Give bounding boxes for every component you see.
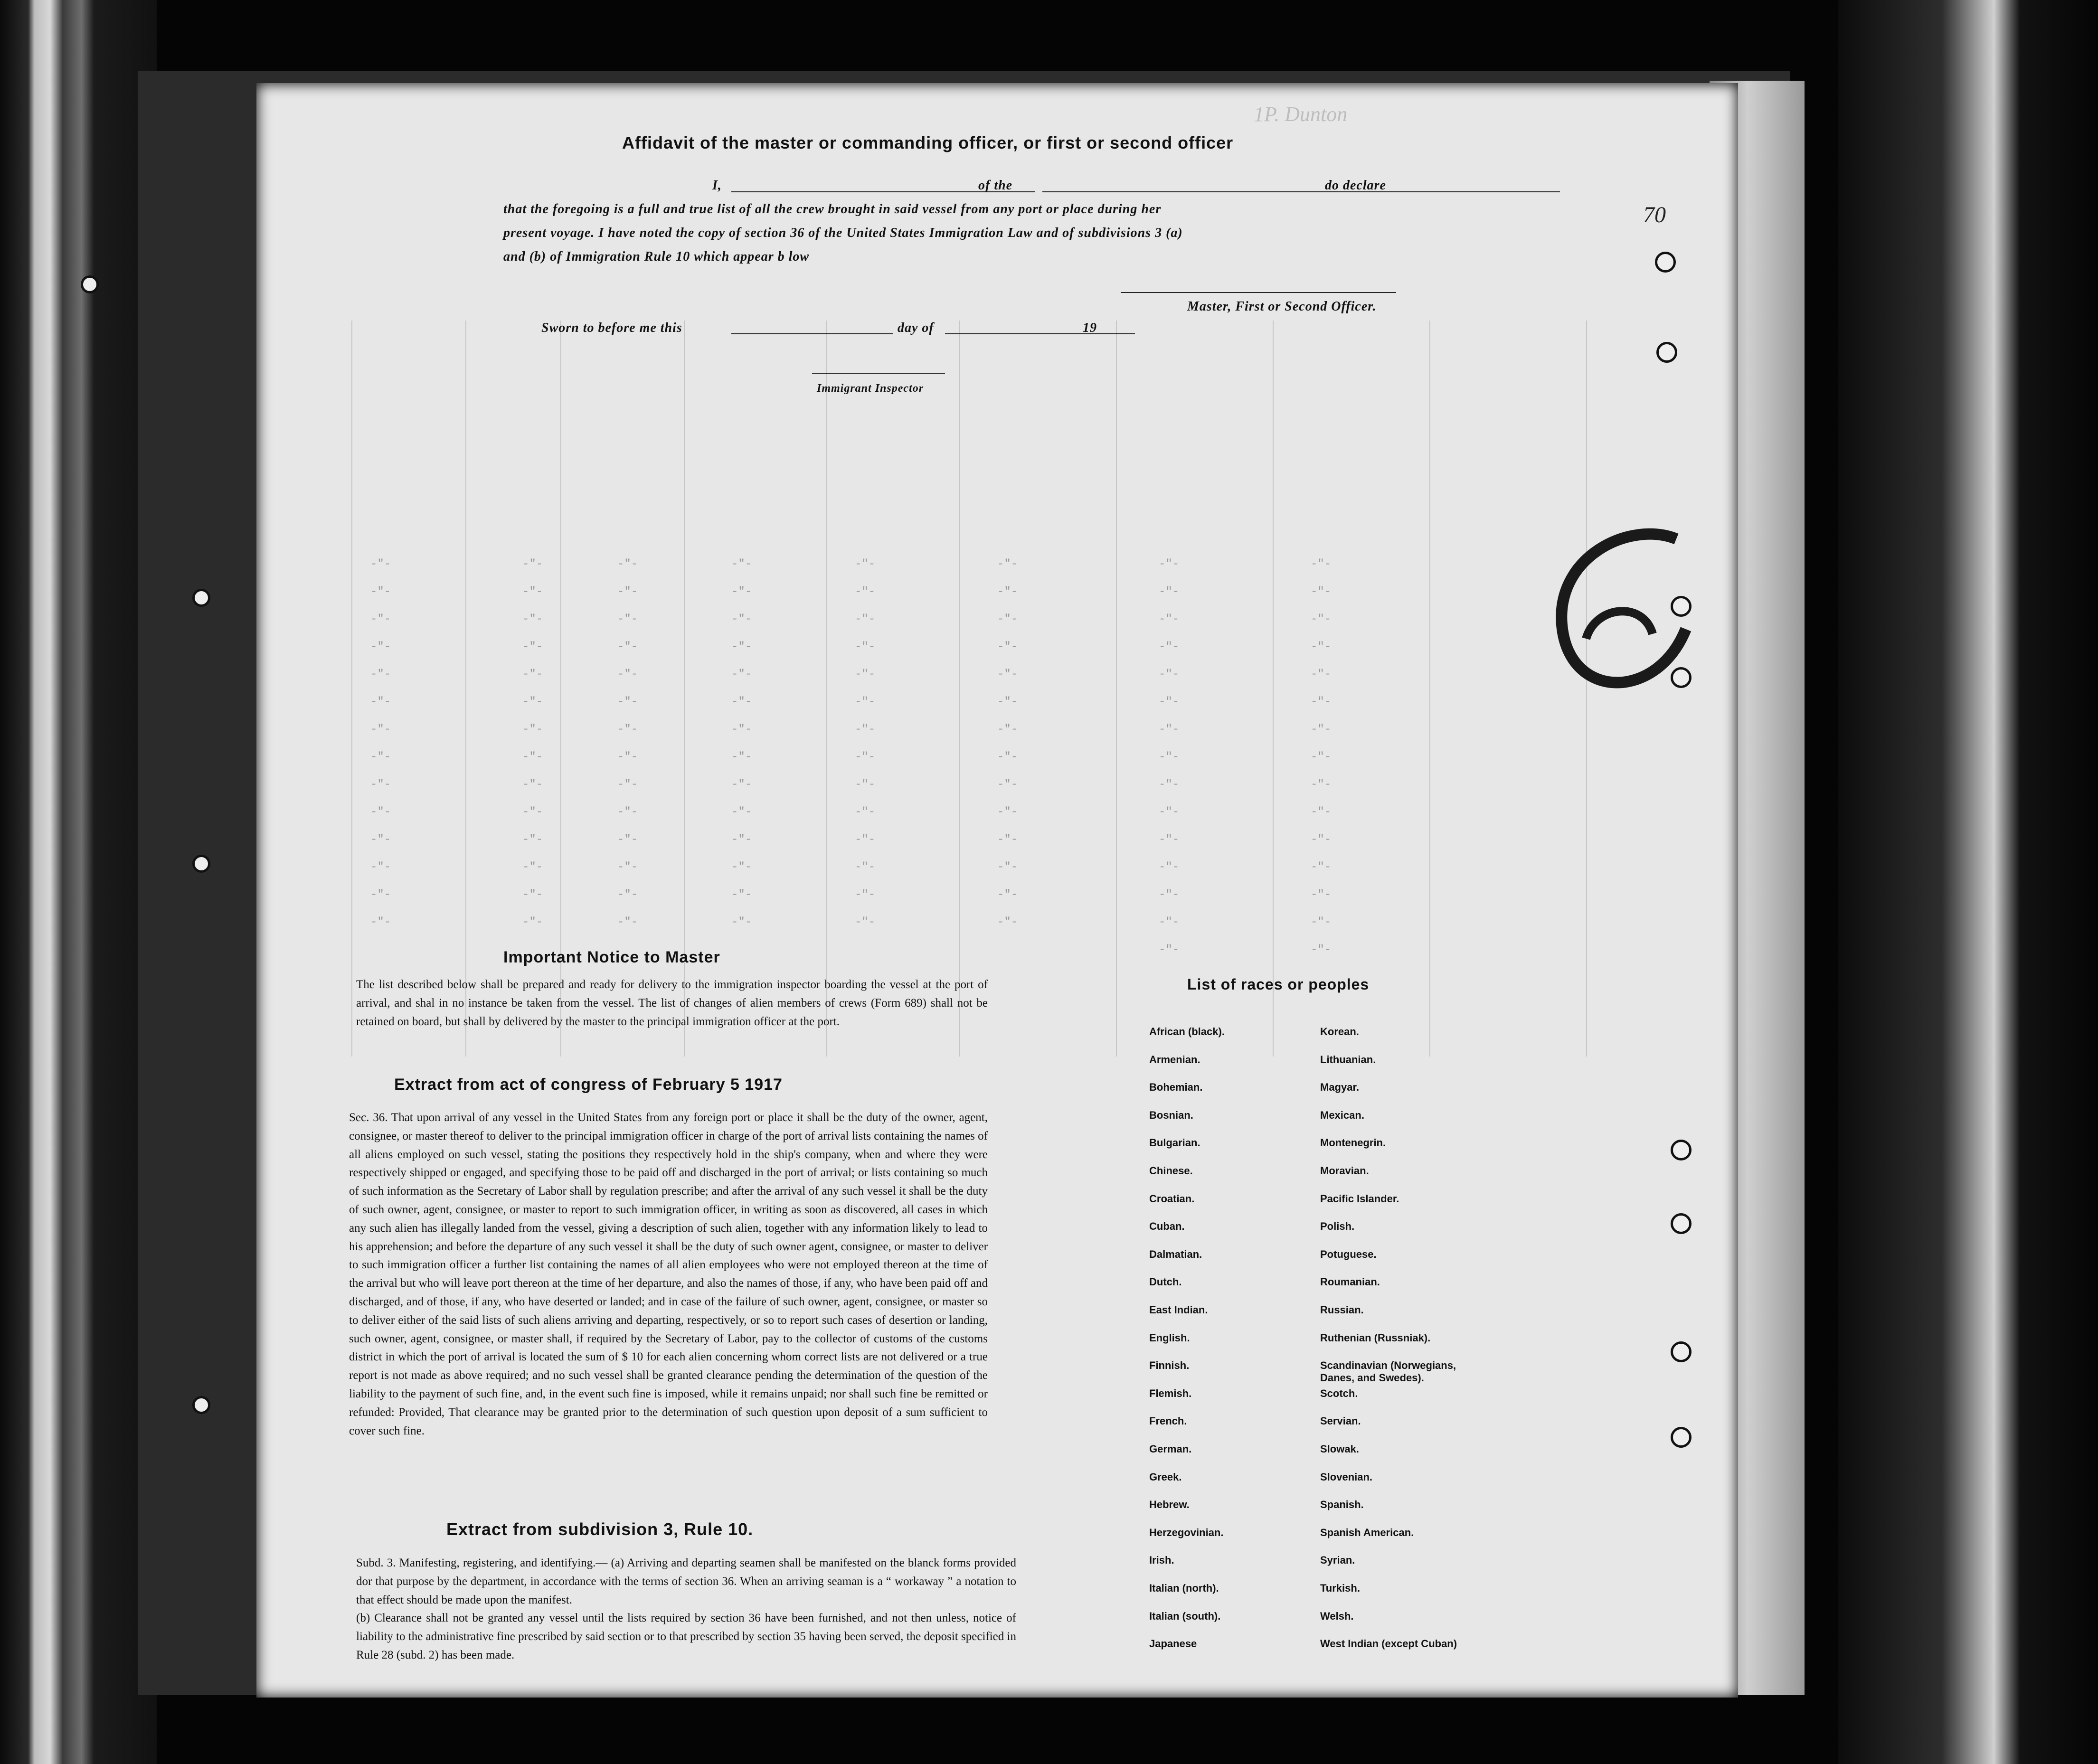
ghost-mark: -"- [1159, 943, 1180, 956]
ghost-mark: -"- [617, 558, 638, 571]
race-item-left: Chinese. [1149, 1165, 1193, 1177]
ghost-mark: -"- [522, 723, 543, 736]
race-item-left: East Indian. [1149, 1304, 1208, 1316]
race-item-left: French. [1149, 1415, 1187, 1427]
notice-text: The list described below shall be prepared and ready for delivery to the immigration inspector boarding the vessel at the port of arrival, and shal in no instance be taken from the vessel. The list of changes of alien members of crews (Form 689) shall not be retained on board, but shall by delivered by the master to the principal immigration officer at the port. [356, 978, 988, 1028]
ghost-mark: -"- [522, 888, 543, 901]
ghost-mark: -"- [370, 613, 391, 626]
ghost-mark: -"- [522, 668, 543, 681]
ghost-mark: -"- [997, 806, 1018, 819]
ghost-mark: -"- [855, 696, 876, 708]
punch-hole [1671, 667, 1692, 688]
ghost-mark: -"- [1311, 778, 1332, 791]
binder-edge-left [0, 0, 157, 1764]
extract-1917-title: Extract from act of congress of February 5 1917 [394, 1075, 783, 1094]
ghost-mark: -"- [1159, 558, 1180, 571]
race-item-right: Moravian. [1320, 1165, 1369, 1177]
rule-10-text-b: (b) Clearance shall not be granted any vessel until the lists required by section 36 have been furnished, and not then unless, notice of liability to the administrative fine prescribed by said section or to that prescribed by section 35 having been served, the deposit specified in Rule 28 (subd. 2) has been made. [356, 1612, 1016, 1661]
ghost-mark: -"- [1311, 943, 1332, 956]
ghost-mark: -"- [997, 668, 1018, 681]
ghost-mark: -"- [997, 696, 1018, 708]
ghost-mark: -"- [855, 778, 876, 791]
column-line [959, 321, 960, 1057]
ghost-mark: -"- [855, 888, 876, 901]
ghost-mark: -"- [617, 751, 638, 764]
handwritten-header-note: 1P. Dunton [1254, 103, 1348, 126]
race-item-right: Turkish. [1320, 1582, 1360, 1594]
ghost-mark: -"- [1311, 696, 1332, 708]
ghost-mark: -"- [522, 696, 543, 708]
punch-hole [1671, 1213, 1692, 1234]
punch-hole [1656, 342, 1677, 363]
notice-title: Important Notice to Master [503, 948, 720, 966]
race-item-right: West Indian (except Cuban) [1320, 1638, 1457, 1650]
ghost-mark: -"- [997, 888, 1018, 901]
handwritten-letter-mark [1534, 520, 1705, 719]
race-item-right: Polish. [1320, 1220, 1355, 1233]
binder-hole [192, 855, 210, 873]
ghost-mark: -"- [370, 806, 391, 819]
race-item-left: Italian (north). [1149, 1582, 1219, 1594]
ghost-mark: -"- [370, 751, 391, 764]
ghost-mark: -"- [855, 751, 876, 764]
punch-hole [1671, 596, 1692, 617]
race-item-right: Ruthenian (Russniak). [1320, 1331, 1431, 1344]
ghost-mark: -"- [1311, 861, 1332, 874]
document-page [256, 83, 1738, 1698]
ghost-mark: -"- [617, 916, 638, 929]
race-item-right: Slovenian. [1320, 1471, 1373, 1483]
column-line [826, 321, 827, 1057]
race-item-right: Montenegrin. [1320, 1137, 1386, 1149]
ghost-mark: -"- [731, 806, 752, 819]
ghost-mark: -"- [617, 888, 638, 901]
ghost-mark: -"- [855, 585, 876, 598]
master-label: Master, First or Second Officer. [1187, 299, 1377, 314]
ghost-mark: -"- [522, 778, 543, 791]
ghost-mark: -"- [1159, 861, 1180, 874]
sworn-day-blank [731, 333, 893, 334]
ghost-mark: -"- [855, 806, 876, 819]
ghost-mark: -"- [997, 861, 1018, 874]
ghost-mark: -"- [617, 723, 638, 736]
ghost-mark: -"- [522, 613, 543, 626]
race-item-left: Bohemian. [1149, 1081, 1203, 1094]
ghost-mark: -"- [731, 558, 752, 571]
race-item-right: Slowak. [1320, 1443, 1359, 1455]
race-item-right: Roumanian. [1320, 1276, 1380, 1288]
inspector-label: Immigrant Inspector [817, 382, 924, 395]
ghost-mark: -"- [855, 613, 876, 626]
punch-hole [1655, 252, 1676, 273]
ghost-mark: -"- [370, 778, 391, 791]
column-line [1429, 321, 1430, 1057]
race-item-left: Finnish. [1149, 1359, 1190, 1372]
ghost-mark: -"- [1311, 641, 1332, 653]
race-item-right: Potuguese. [1320, 1248, 1377, 1260]
ghost-mark: -"- [731, 613, 752, 626]
ghost-mark: -"- [1159, 613, 1180, 626]
ghost-mark: -"- [731, 778, 752, 791]
ghost-mark: -"- [522, 585, 543, 598]
column-line [1116, 321, 1117, 1057]
ghost-mark: -"- [997, 778, 1018, 791]
race-item-right: Russian. [1320, 1304, 1364, 1316]
race-item-left: English. [1149, 1331, 1190, 1344]
ghost-mark: -"- [997, 751, 1018, 764]
race-item-left: Armenian. [1149, 1053, 1200, 1066]
ghost-mark: -"- [1159, 806, 1180, 819]
race-item-left: Cuban. [1149, 1220, 1185, 1233]
ghost-mark: -"- [1311, 723, 1332, 736]
ghost-mark: -"- [617, 861, 638, 874]
ghost-mark: -"- [1311, 916, 1332, 929]
race-item-right: Welsh. [1320, 1610, 1354, 1622]
ghost-mark: -"- [1159, 641, 1180, 653]
ghost-mark: -"- [617, 613, 638, 626]
punch-hole [1671, 1427, 1692, 1448]
race-item-left: Croatian. [1149, 1192, 1195, 1205]
affidavit-title: Affidavit of the master or commanding officer, or first or second officer [622, 133, 1234, 152]
ghost-mark: -"- [997, 833, 1018, 846]
ghost-mark: -"- [1159, 916, 1180, 929]
ghost-mark: -"- [522, 861, 543, 874]
ghost-mark: -"- [522, 558, 543, 571]
ghost-mark: -"- [617, 833, 638, 846]
ghost-mark: -"- [1311, 558, 1332, 571]
ghost-mark: -"- [617, 778, 638, 791]
day-of-text: day of [898, 321, 934, 335]
ghost-mark: -"- [370, 558, 391, 571]
rule-10-text-a: Subd. 3. Manifesting, registering, and identifying.— (a) Arriving and departing seamen shall be manifested on the blanck forms provided dor that purpose by the department, in accordance with the terms of section 36. When an arriving seaman is a “ workaway ” a notation to that effect should be made upon the manifest. [356, 1556, 1016, 1606]
month-blank [945, 333, 1135, 334]
ghost-mark: -"- [997, 916, 1018, 929]
ghost-mark: -"- [855, 916, 876, 929]
race-item-right: Lithuanian. [1320, 1053, 1376, 1066]
race-item-left: German. [1149, 1443, 1192, 1455]
race-item-right: Syrian. [1320, 1554, 1355, 1566]
column-line [560, 321, 561, 1057]
affidavit-i: I, [712, 178, 722, 193]
ghost-mark: -"- [997, 723, 1018, 736]
ghost-mark: -"- [370, 723, 391, 736]
ghost-mark: -"- [1311, 668, 1332, 681]
ghost-mark: -"- [731, 696, 752, 708]
section-36-text: Sec. 36. That upon arrival of any vessel in the United States from any foreign port or place it shall be the duty of the owner, agent, consignee, or master thereof to deliver to the principal immigration officer in charge of the port of arrival lists containing the names of all aliens employed on such vessel, stating the positions they respectively hold in the ship's company, when and where they were respectively shipped or engaged, and specifying those to be paid off and discharged in the port of arrival; or lists containing so much of such information as the Secretary of Labor shall by regulation prescribe; and after the arrival of any such vessel it shall be the duty of such owner, agent, consignee, or master to report to such immigration officer, in writing as soon as discovered, all cases in which any such alien has illegally landed from the vessel, giving a description of such alien, together with any information likely to lead to his apprehension; and before the departure of any such vessel it shall be the duty of such owner agent, consignee, or master to deliver to such immigration officer a further list containing the names of all alien employees who were not employed thereon at the time of the arrival but who will leave port thereon at the time of her departure, and also the names of those, if any, who have been paid off and discharged, and of those, if any, who have deserted or landed; and in case of the failure of such owner, agent, consignee, or master so to deliver either of the said lists of such aliens arriving and departing, respectively, or so to report such cases of desertion or landing, such owner, agent, consignee, or master shall, if required by the Secretary of Labor, pay to the collector of customs of the customs district in which the port of arrival is located the sum of $ 10 for each alien concerning whom correct lists are not delivered or a true report is not made as above required; and no such vessel shall be granted clearance pending the determination of the question of the liability to the payment of such fine, and, in the event such fine is imposed, while it remains unpaid; nor shall such fine be remitted or refunded: Provided, That clearance may be granted prior to the determination of such question upon deposit of a sum sufficient to cover such fine. [349, 1111, 988, 1437]
ghost-mark: -"- [997, 558, 1018, 571]
ghost-mark: -"- [1159, 888, 1180, 901]
ghost-mark: -"- [731, 861, 752, 874]
ghost-mark: -"- [370, 696, 391, 708]
affidavit-of-the: of the [978, 178, 1013, 193]
extract-rule-10-title: Extract from subdivision 3, Rule 10. [446, 1519, 754, 1539]
punch-hole [1671, 1341, 1692, 1362]
races-title: List of races or peoples [1187, 976, 1370, 993]
ghost-mark: -"- [1311, 833, 1332, 846]
race-item-left: Hebrew. [1149, 1499, 1190, 1511]
ghost-mark: -"- [1159, 833, 1180, 846]
race-item-left: Italian (south). [1149, 1610, 1221, 1622]
race-item-left: Bosnian. [1149, 1109, 1193, 1121]
race-item-right: Pacific Islander. [1320, 1192, 1399, 1205]
ghost-mark: -"- [1311, 888, 1332, 901]
year-text: 19 [1083, 321, 1097, 335]
ghost-mark: -"- [370, 668, 391, 681]
ghost-mark: -"- [731, 916, 752, 929]
affidavit-line-3: present voyage. I have noted the copy of section 36 of the United States Immigration Law and of subdivisions 3 (a) [503, 226, 1183, 240]
ghost-mark: -"- [997, 613, 1018, 626]
column-line [1273, 321, 1274, 1057]
column-line [465, 321, 466, 1057]
binder-hole [81, 275, 99, 293]
ghost-mark: -"- [1311, 613, 1332, 626]
sworn-text: Sworn to before me this [541, 321, 682, 335]
ghost-mark: -"- [617, 585, 638, 598]
ghost-mark: -"- [731, 641, 752, 653]
vessel-blank [1042, 191, 1560, 192]
race-item-left: African (black). [1149, 1026, 1225, 1038]
ghost-mark: -"- [1311, 751, 1332, 764]
affidavit-declare: do declare [1325, 178, 1386, 193]
ghost-mark: -"- [731, 888, 752, 901]
ghost-mark: -"- [522, 806, 543, 819]
race-item-right: Servian. [1320, 1415, 1361, 1427]
punch-hole [1671, 1140, 1692, 1160]
ghost-mark: -"- [855, 861, 876, 874]
ghost-mark: -"- [370, 861, 391, 874]
race-item-left: Dutch. [1149, 1276, 1182, 1288]
affidavit-line-4: and (b) of Immigration Rule 10 which appear b low [503, 249, 810, 264]
ghost-mark: -"- [370, 888, 391, 901]
ghost-mark: -"- [617, 668, 638, 681]
race-item-left: Herzegovinian. [1149, 1526, 1224, 1538]
race-item-left: Flemish. [1149, 1387, 1192, 1399]
ghost-mark: -"- [1159, 696, 1180, 708]
ghost-mark: -"- [731, 833, 752, 846]
race-item-left: Irish. [1149, 1554, 1174, 1566]
ghost-mark: -"- [1159, 668, 1180, 681]
race-item-left: Dalmatian. [1149, 1248, 1202, 1260]
ghost-mark: -"- [370, 833, 391, 846]
ghost-mark: -"- [522, 916, 543, 929]
column-line [684, 321, 685, 1057]
ghost-mark: -"- [731, 723, 752, 736]
race-item-right: Scandinavian (Norwegians, Danes, and Swedes). [1320, 1359, 1456, 1384]
binder-hole [192, 1396, 210, 1414]
ghost-mark: -"- [855, 723, 876, 736]
ghost-mark: -"- [1159, 778, 1180, 791]
handwritten-page-number: 70 [1643, 202, 1666, 227]
race-item-left: Japanese [1149, 1638, 1197, 1650]
race-item-left: Greek. [1149, 1471, 1182, 1483]
ghost-mark: -"- [1159, 723, 1180, 736]
ghost-mark: -"- [617, 641, 638, 653]
race-item-right: Scotch. [1320, 1387, 1358, 1399]
ghost-mark: -"- [1311, 585, 1332, 598]
ghost-mark: -"- [1311, 806, 1332, 819]
binder-hole [192, 589, 210, 607]
ghost-mark: -"- [617, 696, 638, 708]
ghost-mark: -"- [731, 585, 752, 598]
ghost-mark: -"- [855, 641, 876, 653]
race-item-left: Bulgarian. [1149, 1137, 1200, 1149]
race-item-right: Spanish American. [1320, 1526, 1414, 1538]
column-line [351, 321, 352, 1057]
ghost-mark: -"- [1159, 751, 1180, 764]
ghost-mark: -"- [855, 833, 876, 846]
ghost-mark: -"- [522, 641, 543, 653]
signature-line [1121, 292, 1396, 293]
ghost-mark: -"- [731, 668, 752, 681]
race-item-right: Korean. [1320, 1026, 1359, 1038]
ghost-mark: -"- [997, 641, 1018, 653]
race-item-right: Spanish. [1320, 1499, 1364, 1511]
ghost-mark: -"- [370, 641, 391, 653]
ghost-mark: -"- [522, 833, 543, 846]
ghost-mark: -"- [617, 806, 638, 819]
binder-edge-right [1838, 0, 2098, 1764]
ghost-mark: -"- [370, 585, 391, 598]
race-item-right: Mexican. [1320, 1109, 1364, 1121]
ghost-mark: -"- [731, 751, 752, 764]
ghost-mark: -"- [522, 751, 543, 764]
inspector-line [812, 373, 945, 374]
ghost-mark: -"- [855, 558, 876, 571]
ghost-mark: -"- [1159, 585, 1180, 598]
race-item-right: Magyar. [1320, 1081, 1359, 1094]
ghost-mark: -"- [370, 916, 391, 929]
affidavit-line-2: that the foregoing is a full and true list of all the crew brought in said vessel from any port or place during her [503, 202, 1162, 217]
ghost-mark: -"- [855, 668, 876, 681]
ghost-mark: -"- [997, 585, 1018, 598]
